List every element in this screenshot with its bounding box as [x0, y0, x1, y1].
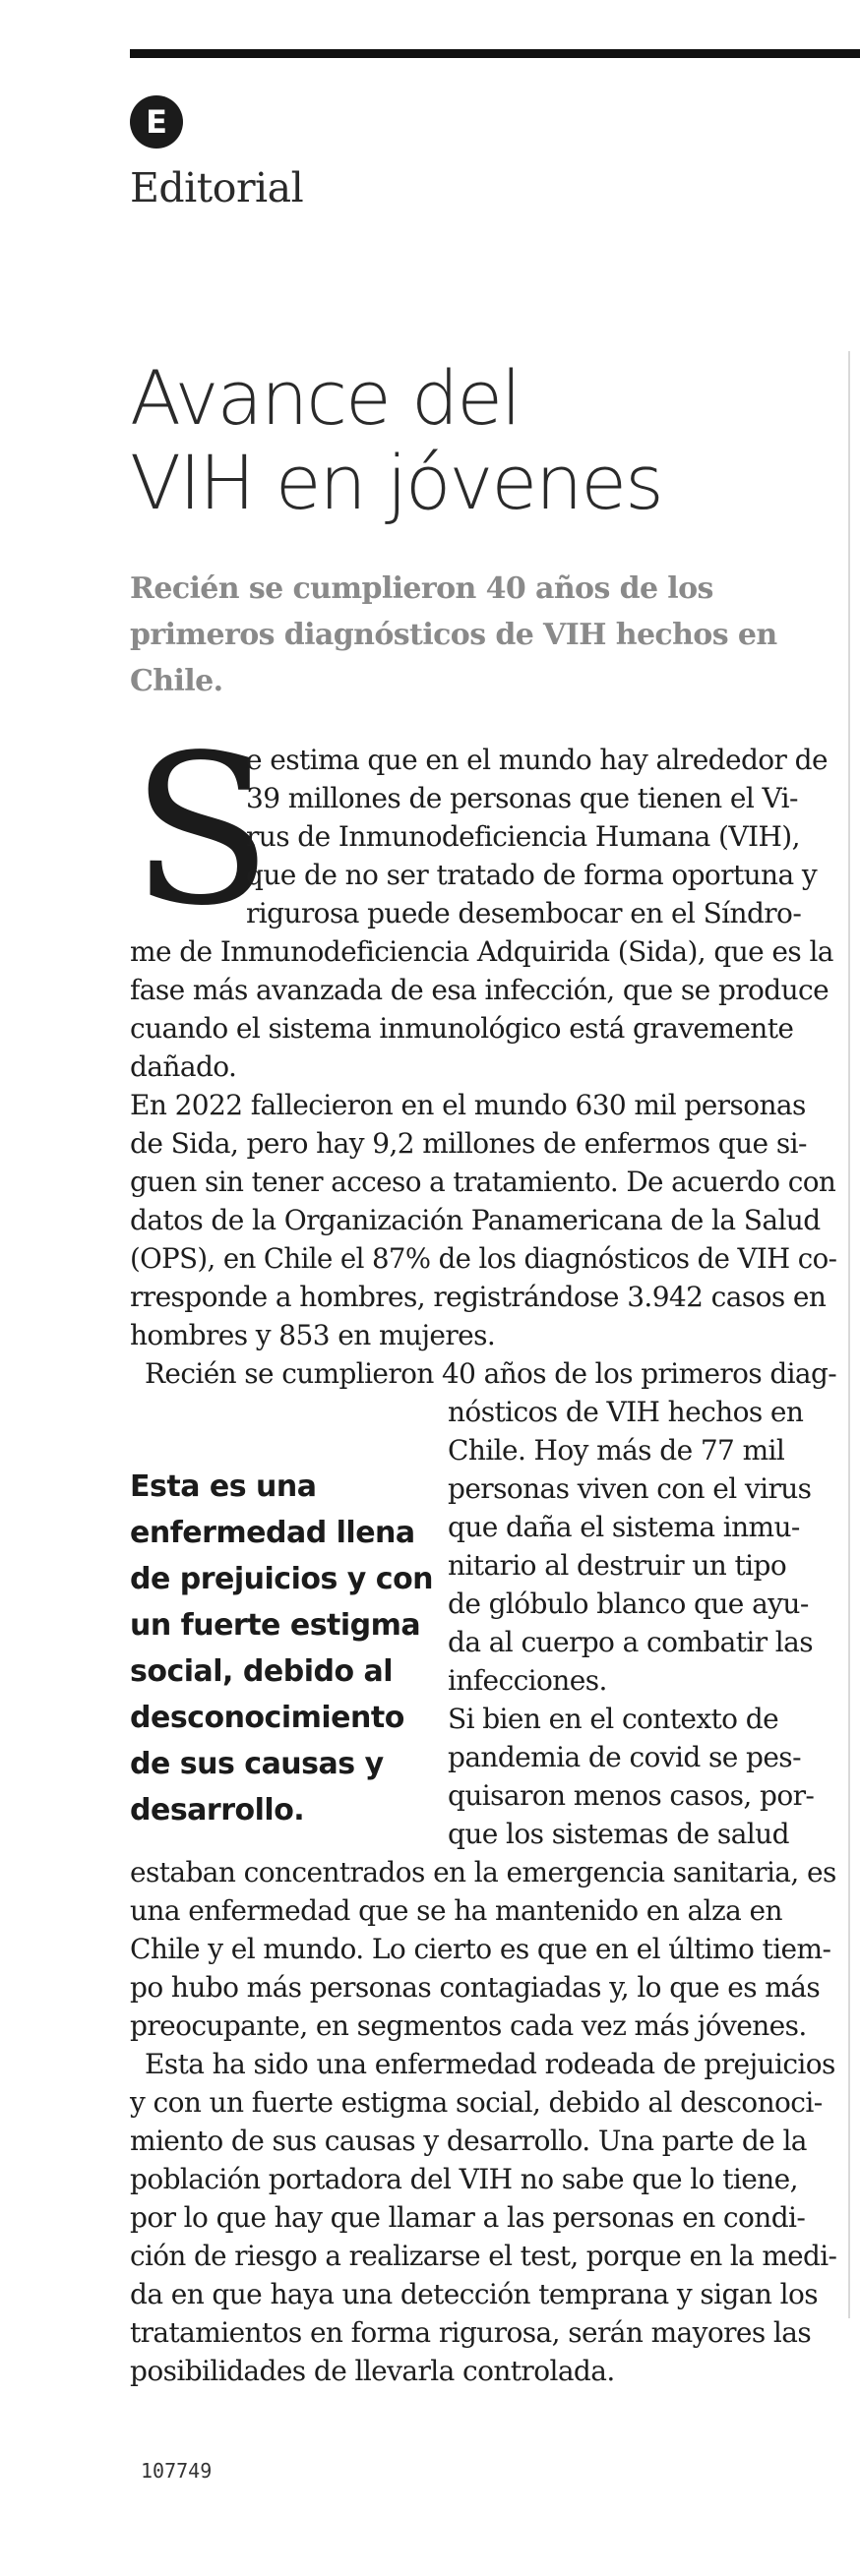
body-line: da al cuerpo a combatir las — [448, 1626, 814, 1658]
pull-quote-line: social, debido al — [130, 1654, 394, 1689]
body-line: nósticos de VIH hechos en — [448, 1396, 804, 1428]
body-line: por lo que hay que llamar a las personas en condi- — [130, 2201, 806, 2234]
pull-quote-line: de prejuicios y con — [130, 1562, 434, 1596]
body-line: miento de sus causas y desarrollo. Una parte de la — [130, 2125, 807, 2157]
body-line: En 2022 fallecieron en el mundo 630 mil personas — [130, 1089, 806, 1121]
body-line: Esta ha sido una enfermedad rodeada de prejuicios — [145, 2048, 835, 2080]
body-line: quisaron menos casos, por- — [448, 1779, 815, 1812]
top-rule — [130, 49, 860, 58]
pull-quote-line: desconocimiento — [130, 1701, 404, 1735]
body-line: rus de Inmunodeficiencia Humana (VIH), — [246, 820, 800, 853]
body-line: posibilidades de llevarla controlada. — [130, 2355, 615, 2387]
body-line: me de Inmunodeficiencia Adquirida (Sida), que es la — [130, 935, 833, 968]
body-line: Recién se cumplieron 40 años de los primeros diag- — [145, 1357, 837, 1390]
body-line: tratamientos en forma rigurosa, serán mayores las — [130, 2316, 812, 2349]
body-line: población portadora del VIH no sabe que lo tiene, — [130, 2163, 798, 2195]
section-badge — [130, 95, 183, 149]
body-line: y con un fuerte estigma social, debido al desconoci- — [130, 2086, 823, 2119]
lede — [130, 566, 838, 704]
body-line: Chile y el mundo. Lo cierto es que en el último tiem- — [130, 1933, 831, 1965]
body-line: Si bien en el contexto de — [448, 1703, 779, 1735]
body-line: hombres y 853 en mujeres. — [130, 1319, 496, 1351]
body-line: personas viven con el virus — [448, 1472, 812, 1505]
body-line: infecciones. — [448, 1664, 607, 1697]
pull-quote-line: desarrollo. — [130, 1793, 305, 1827]
body-line: Chile. Hoy más de 77 mil — [448, 1434, 785, 1467]
headline — [130, 356, 819, 525]
body-line: dañado. — [130, 1050, 237, 1083]
body-line: que daña el sistema inmu- — [448, 1511, 800, 1543]
headline-line: VIH en jóvenes — [130, 439, 662, 526]
pull-quote-line: Esta es una — [130, 1469, 317, 1504]
body-line: una enfermedad que se ha mantenido en alza en — [130, 1894, 782, 1927]
body-line: e estima que en el mundo hay alrededor de — [246, 744, 828, 776]
lede-line: primeros diagnósticos de VIH hechos en — [130, 618, 777, 652]
body-line: po hubo más personas contagiadas y, lo que es más — [130, 1971, 821, 2004]
body-line: ción de riesgo a realizarse el test, porque en la medi- — [130, 2240, 837, 2272]
body-line: rigurosa puede desembocar en el Síndro- — [246, 897, 802, 929]
pull-quote-line: un fuerte estigma — [130, 1608, 421, 1643]
headline-line: Avance del — [130, 354, 521, 442]
body-line: guen sin tener acceso a tratamiento. De acuerdo con — [130, 1166, 836, 1198]
body-line: rresponde a hombres, registrándose 3.942 casos en — [130, 1281, 827, 1313]
section-label: Editorial — [130, 164, 304, 211]
body-line: de Sida, pero hay 9,2 millones de enfermos que si- — [130, 1127, 807, 1160]
pull-quote-line: enfermedad llena — [130, 1516, 415, 1550]
body-line: fase más avanzada de esa infección, que se produce — [130, 974, 829, 1006]
body-line: que de no ser tratado de forma oportuna y — [246, 859, 818, 891]
body-line: de glóbulo blanco que ayu- — [448, 1588, 809, 1620]
body-line: pandemia de covid se pes- — [448, 1741, 801, 1773]
lede-line: Recién se cumplieron 40 años de los — [130, 571, 713, 606]
body-line: datos de la Organización Panamericana de la Salud — [130, 1204, 821, 1236]
lede-line: Chile. — [130, 664, 223, 698]
body-line: que los sistemas de salud — [448, 1818, 789, 1850]
clip-id: 107749 — [141, 2459, 213, 2483]
pull-quote-line: de sus causas y — [130, 1747, 384, 1781]
body-line: preocupante, en segmentos cada vez más jóvenes. — [130, 2009, 807, 2042]
body-line: nitario al destruir un tipo — [448, 1549, 787, 1582]
body-line: cuando el sistema inmunológico está gravemente — [130, 1012, 794, 1045]
drop-cap: S — [131, 710, 273, 951]
pull-quote — [130, 1464, 435, 1833]
body-line: da en que haya una detección temprana y sigan los — [130, 2278, 819, 2310]
badge-letter: E — [146, 103, 167, 141]
body-line: estaban concentrados en la emergencia sanitaria, es — [130, 1856, 836, 1888]
column-divider — [848, 351, 850, 2318]
body-line: 39 millones de personas que tienen el Vi- — [246, 782, 798, 814]
body-line: (OPS), en Chile el 87% de los diagnósticos de VIH co- — [130, 1242, 837, 1275]
